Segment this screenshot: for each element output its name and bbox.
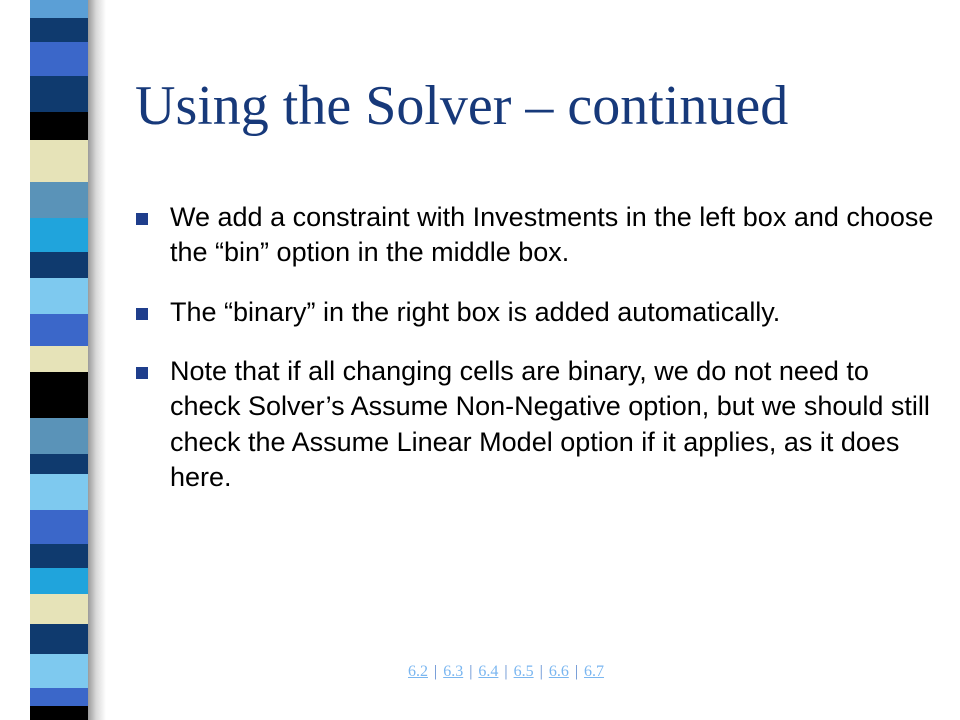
stripe-block: [30, 218, 88, 252]
stripe-block: [30, 346, 88, 372]
stripe-block: [30, 112, 88, 140]
stripe-block: [30, 252, 88, 278]
stripe-block: [30, 474, 88, 510]
nav-separator: |: [574, 663, 579, 680]
stripe-block: [30, 372, 88, 418]
stripe-block: [30, 594, 88, 624]
nav-link-6-2[interactable]: 6.2: [408, 663, 428, 680]
nav-separator: |: [434, 663, 438, 680]
stripe-block: [30, 0, 88, 18]
bullet-text: Note that if all changing cells are binary, we do not need to check Solver’s Assume Non-Negative option, but we should still check the Assume Linear Model option if it applies, as it does here.: [170, 356, 930, 493]
stripe-block: [30, 454, 88, 474]
stripe-block: [30, 544, 88, 568]
decorative-stripe: [30, 0, 88, 720]
square-bullet-icon: [136, 367, 148, 379]
stripe-block: [30, 688, 88, 706]
stripe-block: [30, 706, 88, 720]
nav-link-6-7[interactable]: 6.7: [584, 663, 605, 680]
nav-link-6-4[interactable]: 6.4: [478, 663, 499, 680]
nav-link-6-5[interactable]: 6.5: [513, 663, 534, 680]
stripe-shadow: [88, 0, 106, 720]
stripe-block: [30, 314, 88, 346]
stripe-block: [30, 654, 88, 688]
stripe-block: [30, 418, 88, 454]
bullet-list: [136, 200, 936, 520]
bullet-item: [136, 295, 936, 330]
stripe-block: [30, 182, 88, 218]
square-bullet-icon: [136, 213, 148, 225]
stripe-block: [30, 278, 88, 314]
nav-link-6-6[interactable]: 6.6: [548, 663, 569, 680]
bullet-text: We add a constraint with Investments in the left box and choose the “bin” option in the middle box.: [170, 202, 934, 268]
footer-nav: [408, 663, 604, 681]
bullet-item: [136, 354, 936, 495]
nav-link-6-3[interactable]: 6.3: [443, 663, 464, 680]
square-bullet-icon: [136, 308, 148, 320]
stripe-block: [30, 568, 88, 594]
stripe-block: [30, 18, 88, 42]
nav-separator: |: [539, 663, 543, 680]
bullet-item: [136, 200, 936, 271]
bullet-text: The “binary” in the right box is added automatically.: [170, 296, 781, 327]
stripe-block: [30, 42, 88, 76]
stripe-block: [30, 510, 88, 544]
stripe-block: [30, 76, 88, 112]
nav-separator: |: [469, 663, 473, 680]
nav-separator: |: [504, 663, 508, 680]
stripe-block: [30, 624, 88, 654]
slide-title: Using the Solver – continued: [135, 75, 789, 137]
stripe-block: [30, 140, 88, 182]
